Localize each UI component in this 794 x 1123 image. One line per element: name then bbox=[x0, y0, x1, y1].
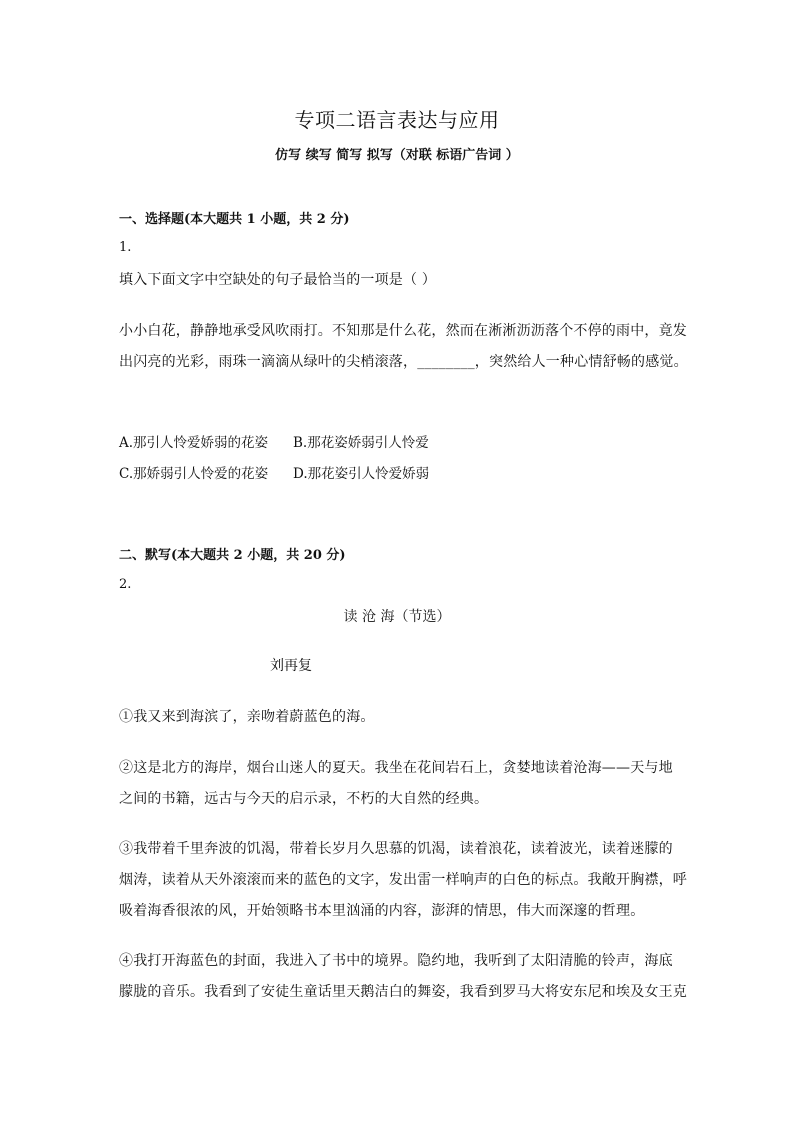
question-1-instruction: 填入下面文字中空缺处的句子最恰当的一项是（ ） bbox=[119, 272, 437, 288]
option-a: A.那引人怜爱娇弱的花姿 bbox=[119, 435, 269, 451]
essay-paragraph-2-line-2: 之间的书籍，远古与今天的启示录，不朽的大自然的经典。 bbox=[119, 791, 489, 807]
document-title: 专项二语言表达与应用 bbox=[294, 108, 500, 132]
essay-paragraph-3-line-1: ③我带着千里奔波的饥渴，带着长岁月久思慕的饥渴，读着浪花，读着波光，读着迷朦的 bbox=[119, 841, 673, 857]
essay-title: 读 沧 海（节选） bbox=[343, 609, 451, 625]
document-subtitle: 仿写 续写 简写 拟写（对联 标语广告词 ） bbox=[275, 148, 519, 163]
question-1-passage-line-1: 小小白花，静静地承受风吹雨打。不知那是什么花，然而在淅淅沥沥落个不停的雨中，竟发 bbox=[119, 323, 687, 339]
essay-paragraph-3-line-3: 吸着海香很浓的风，开始领略书本里汹涌的内容，澎湃的情思，伟大而深邃的哲理。 bbox=[119, 903, 645, 919]
essay-author: 刘再复 bbox=[270, 658, 312, 674]
question-1-number: 1. bbox=[119, 240, 132, 255]
question-2-number: 2. bbox=[119, 577, 132, 592]
section-2-heading: 二、默写(本大题共 2 小题，共 20 分) bbox=[119, 548, 346, 563]
essay-paragraph-3-line-2: 烟涛，读着从天外滚滚而来的蓝色的文字，发出雷一样响声的白色的标点。我敞开胸襟，呼 bbox=[119, 872, 687, 888]
question-1-passage-line-2: 出闪亮的光彩，雨珠一滴滴从绿叶的尖梢滚落，________，突然给人一种心情舒畅的感觉。 bbox=[119, 354, 688, 370]
essay-paragraph-4-line-1: ④我打开海蓝色的封面，我进入了书中的境界。隐约地，我听到了太阳清脆的铃声，海底 bbox=[119, 953, 673, 969]
essay-paragraph-2-line-1: ②这是北方的海岸，烟台山迷人的夏天。我坐在花间岩石上，贪婪地读着沧海——天与地 bbox=[119, 760, 673, 776]
option-d: D.那花姿引人怜爱娇弱 bbox=[293, 466, 430, 482]
option-c: C.那娇弱引人怜爱的花姿 bbox=[119, 466, 269, 482]
essay-paragraph-1: ①我又来到海滨了，亲吻着蔚蓝色的海。 bbox=[119, 709, 375, 725]
option-b: B.那花姿娇弱引人怜爱 bbox=[293, 435, 429, 451]
essay-paragraph-4-line-2: 朦胧的音乐。我看到了安徒生童话里天鹅洁白的舞姿，我看到罗马大将安东尼和埃及女王克 bbox=[119, 984, 687, 1000]
section-1-heading: 一、选择题(本大题共 1 小题，共 2 分) bbox=[119, 212, 350, 227]
